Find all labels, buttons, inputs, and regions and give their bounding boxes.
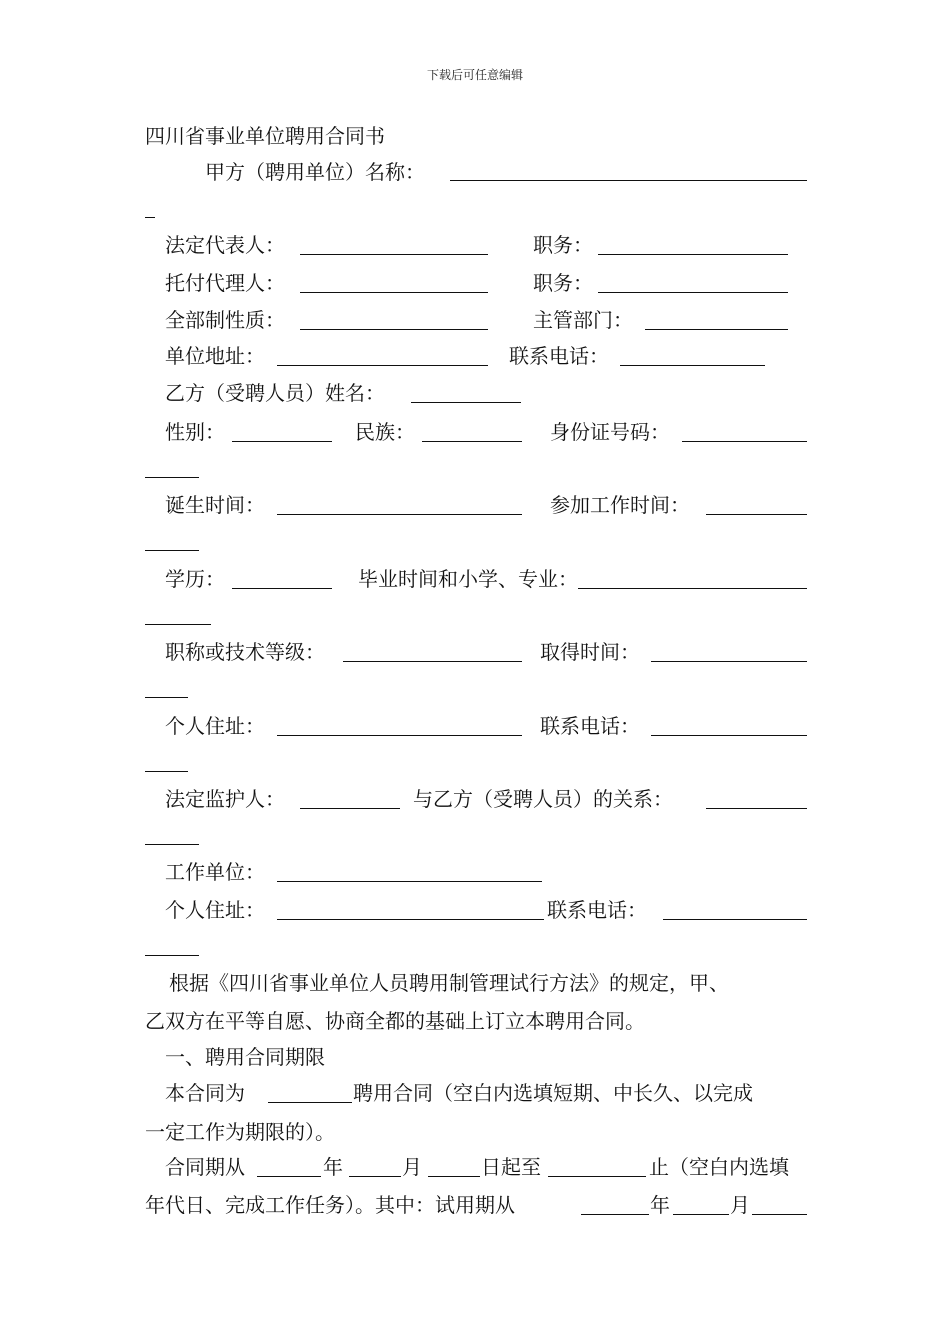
trial-month-label: 月: [730, 1193, 750, 1217]
document-title: [145, 121, 807, 151]
clause-1-row: [145, 1078, 807, 1108]
wrap-underline: [145, 955, 199, 956]
legal-rep-position-field[interactable]: [598, 254, 788, 255]
unit-address-field[interactable]: [277, 365, 488, 366]
header-note: 下载后可任意编辑: [426, 68, 523, 82]
agent-label: 托付代理人：: [165, 271, 285, 295]
personal-phone-field[interactable]: [651, 735, 807, 736]
unit-address-label: 单位地址：: [165, 344, 265, 368]
intro-text-2: 乙双方在平等自愿、协商全都的基础上订立本聘用合同。: [145, 1009, 645, 1033]
party-b-name-row: [145, 378, 807, 408]
clause-1-line-2: 一定工作为期限的）。: [145, 1120, 335, 1144]
section-1-title: 一、聘用合同期限: [165, 1045, 325, 1069]
start-year-field[interactable]: [257, 1176, 321, 1177]
trial-day-field[interactable]: [752, 1214, 807, 1215]
unit-phone-field[interactable]: [620, 365, 765, 366]
clause-1-text-b: 聘用合同（空白内选填短期、中长久、以完成: [353, 1081, 753, 1105]
relation-field[interactable]: [706, 808, 807, 809]
position-label: 职务：: [533, 271, 593, 295]
wrap-underline: [145, 217, 155, 218]
contract-type-field[interactable]: [268, 1102, 352, 1103]
id-number-field[interactable]: [682, 441, 807, 442]
guardian-address-label: 个人住址：: [165, 898, 265, 922]
birth-field[interactable]: [277, 514, 522, 515]
birth-label: 诞生时间：: [165, 493, 265, 517]
title-text: 四川省事业单位聘用合同书: [145, 124, 385, 148]
guardian-work-label: 工作单位：: [165, 860, 265, 884]
ownership-row: [145, 305, 807, 335]
end-date-field[interactable]: [548, 1176, 646, 1177]
section-1-heading: [145, 1042, 807, 1072]
trial-year-label: 年: [650, 1193, 670, 1217]
year-label: 年: [323, 1155, 343, 1179]
gender-label: 性别：: [165, 420, 225, 444]
guardian-label: 法定监护人：: [165, 787, 285, 811]
ownership-field[interactable]: [300, 329, 488, 330]
start-day-field[interactable]: [428, 1176, 480, 1177]
agent-position-field[interactable]: [598, 292, 788, 293]
graduation-label: 毕业时间和小学、专业：: [358, 567, 578, 591]
obtained-label: 取得时间：: [540, 640, 640, 664]
wrap-underline: [145, 844, 199, 845]
wrap-underline: [145, 771, 188, 772]
guardian-phone-field[interactable]: [663, 919, 807, 920]
agent-field[interactable]: [300, 292, 488, 293]
agent-row: [145, 268, 807, 298]
education-field[interactable]: [232, 588, 332, 589]
gender-row: [145, 417, 807, 447]
party-b-name-label: 乙方（受聘人员）姓名：: [165, 381, 385, 405]
day-label: 日起至: [481, 1155, 541, 1179]
clause-2-text-b: 止（空白内选填: [649, 1155, 789, 1179]
clause-2-text-a: 合同期从: [165, 1155, 245, 1179]
ethnicity-field[interactable]: [422, 441, 522, 442]
clause-2-line-2: 年代日、完成工作任务）。其中：试用期从: [145, 1193, 515, 1217]
education-row: [145, 564, 807, 594]
personal-phone-label: 联系电话：: [540, 714, 640, 738]
work-start-label: 参加工作时间：: [550, 493, 690, 517]
obtained-field[interactable]: [651, 661, 807, 662]
guardian-row: [145, 784, 807, 814]
month-label: 月: [402, 1155, 422, 1179]
party-b-name-field[interactable]: [411, 402, 521, 403]
ethnicity-label: 民族：: [355, 420, 415, 444]
party-a-name-row: [145, 157, 807, 187]
legal-rep-field[interactable]: [300, 254, 488, 255]
intro-line-1: [145, 968, 807, 998]
gender-field[interactable]: [232, 441, 332, 442]
guardian-phone-label: 联系电话：: [547, 898, 647, 922]
ownership-label: 全部制性质：: [165, 308, 285, 332]
guardian-work-row: [145, 857, 807, 887]
intro-line-2: [145, 1006, 807, 1036]
wrap-underline: [145, 624, 211, 625]
clause-2-row: [145, 1152, 807, 1182]
wrap-underline: [145, 477, 199, 478]
wrap-underline: [145, 550, 199, 551]
trial-month-field[interactable]: [673, 1214, 729, 1215]
personal-address-row: [145, 711, 807, 741]
title-level-row: [145, 637, 807, 667]
legal-rep-label: 法定代表人：: [165, 233, 285, 257]
wrap-underline: [145, 697, 188, 698]
personal-address-field[interactable]: [277, 735, 522, 736]
position-label: 职务：: [533, 233, 593, 257]
graduation-field[interactable]: [578, 588, 807, 589]
unit-phone-label: 联系电话：: [509, 344, 609, 368]
guardian-address-row: [145, 895, 807, 925]
trial-year-field[interactable]: [581, 1214, 649, 1215]
unit-address-row: [145, 341, 807, 371]
guardian-address-field[interactable]: [277, 919, 544, 920]
guardian-work-field[interactable]: [277, 881, 542, 882]
work-start-field[interactable]: [706, 514, 807, 515]
intro-text-1: 根据《四川省事业单位人员聘用制管理试行方法》的规定，甲、: [169, 971, 729, 995]
legal-rep-row: [145, 230, 807, 260]
id-number-label: 身份证号码：: [550, 420, 670, 444]
clause-2-row-2: [145, 1190, 807, 1220]
clause-1-row-2: [145, 1117, 807, 1147]
relation-label: 与乙方（受聘人员）的关系：: [413, 787, 673, 811]
party-a-name-field[interactable]: [450, 180, 807, 181]
guardian-field[interactable]: [300, 808, 400, 809]
title-level-label: 职称或技术等级：: [165, 640, 325, 664]
supervisor-field[interactable]: [645, 329, 788, 330]
party-a-name-label: 甲方（聘用单位）名称：: [205, 160, 425, 184]
title-level-field[interactable]: [343, 661, 522, 662]
birth-row: [145, 490, 807, 520]
education-label: 学历：: [165, 567, 225, 591]
supervisor-label: 主管部门：: [533, 308, 633, 332]
clause-1-text-a: 本合同为: [165, 1081, 245, 1105]
personal-address-label: 个人住址：: [165, 714, 265, 738]
start-month-field[interactable]: [349, 1176, 401, 1177]
